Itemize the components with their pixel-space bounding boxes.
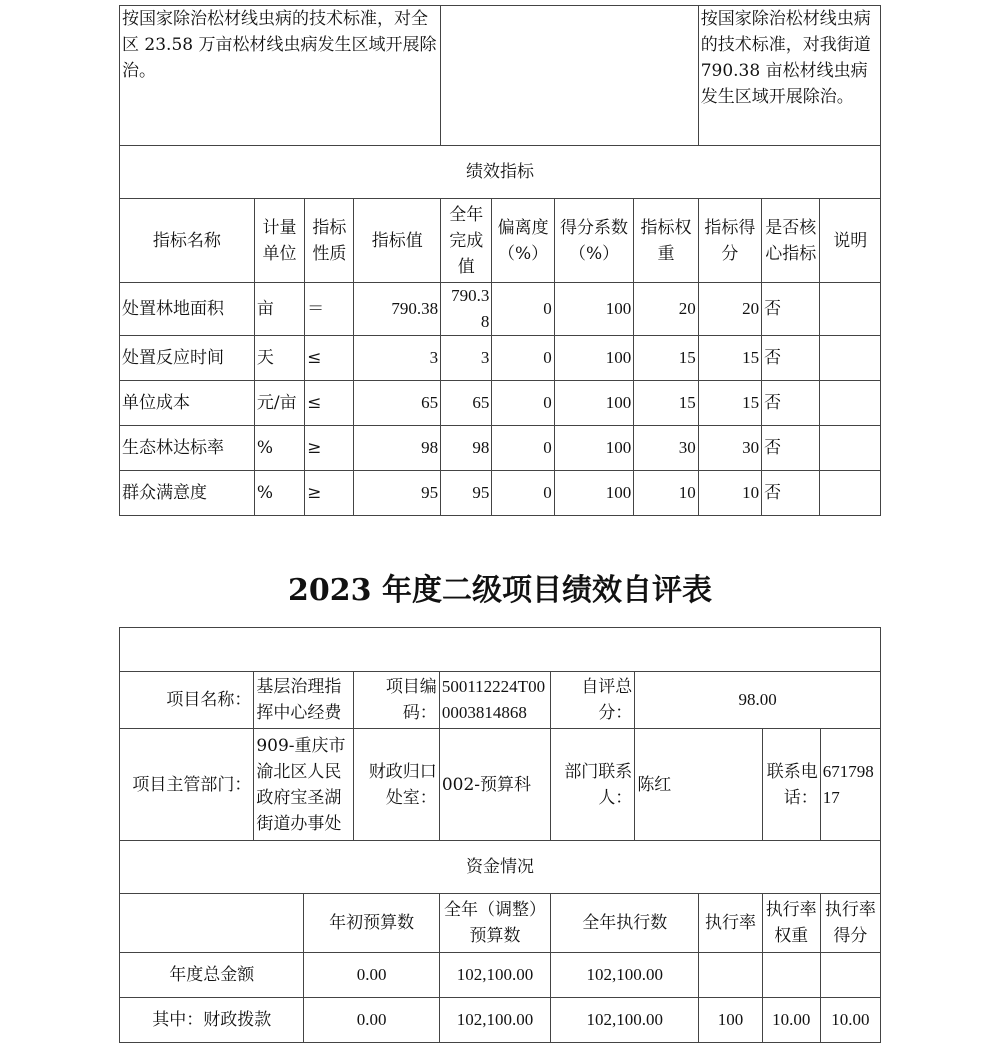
col-header: 偏离度（%） — [492, 199, 554, 283]
indicator-name: 处置反应时间 — [120, 336, 255, 381]
actual-goal-text: 按国家除治松材线虫病的技术标准，对我街道 790.38 亩松材线虫病发生区域开展除治。 — [698, 6, 880, 146]
indicator-note — [820, 336, 881, 381]
indicator-name: 群众满意度 — [120, 471, 255, 516]
indicator-deviation: 0 — [492, 381, 554, 426]
indicator-core: 否 — [762, 336, 820, 381]
indicator-target: 95 — [354, 471, 441, 516]
indicator-weight: 15 — [634, 381, 698, 426]
col-header: 全年完成值 — [441, 199, 492, 283]
indicator-name: 处置林地面积 — [120, 283, 255, 336]
indicator-name: 生态林达标率 — [120, 426, 255, 471]
table-row — [120, 471, 881, 516]
fund-rate: 100 — [699, 998, 762, 1043]
indicator-coef: 100 — [554, 336, 634, 381]
col-header: 指标性质 — [305, 199, 354, 283]
fund-rate-weight: 10.00 — [762, 998, 820, 1043]
table-row — [120, 381, 881, 426]
indicator-coef: 100 — [554, 471, 634, 516]
fund-section-title: 资金情况 — [120, 841, 881, 894]
indicator-target: 3 — [354, 336, 441, 381]
indicator-score: 20 — [698, 283, 761, 336]
col-header: 执行率 — [699, 894, 762, 953]
indicator-core: 否 — [762, 381, 820, 426]
col-header: 得分系数（%） — [554, 199, 634, 283]
table-row — [120, 953, 881, 998]
indicator-name: 单位成本 — [120, 381, 255, 426]
indicator-unit: 亩 — [254, 283, 304, 336]
col-header: 说明 — [820, 199, 881, 283]
col-header: 年初预算数 — [304, 894, 439, 953]
dept-label: 项目主管部门： — [120, 729, 254, 841]
perf-header-row — [120, 199, 881, 283]
contact-label: 部门联系人： — [551, 729, 635, 841]
fund-adjusted: 102,100.00 — [439, 953, 550, 998]
indicator-unit: 天 — [254, 336, 304, 381]
project-dept-row — [120, 729, 881, 841]
project-name-row — [120, 672, 881, 729]
table-row — [120, 336, 881, 381]
fund-rate — [699, 953, 762, 998]
fund-header-row — [120, 894, 881, 953]
indicator-core: 否 — [762, 426, 820, 471]
page-title: 2023 年度二级项目绩效自评表 — [288, 573, 712, 608]
indicator-actual: 3 — [441, 336, 492, 381]
col-header: 全年执行数 — [551, 894, 699, 953]
project-name-value: 基层治理指挥中心经费 — [254, 672, 353, 729]
indicator-actual: 95 — [441, 471, 492, 516]
indicator-target: 790.38 — [354, 283, 441, 336]
indicator-weight: 20 — [634, 283, 698, 336]
indicator-unit: 元/亩 — [254, 381, 304, 426]
project-code-label: 项目编码： — [353, 672, 439, 729]
indicator-note — [820, 426, 881, 471]
indicator-note — [820, 381, 881, 426]
project-code-value: 500112224T000003814868 — [439, 672, 550, 729]
fund-initial: 0.00 — [304, 998, 439, 1043]
col-header: 指标名称 — [120, 199, 255, 283]
finance-value: 002-预算科 — [439, 729, 550, 841]
indicator-nature: ＝ — [305, 283, 354, 336]
indicator-score: 15 — [698, 381, 761, 426]
total-score-label: 自评总分： — [551, 672, 635, 729]
indicator-core: 否 — [762, 471, 820, 516]
project-table — [119, 627, 881, 1043]
finance-label: 财政归口处室： — [353, 729, 439, 841]
indicator-coef: 100 — [554, 283, 634, 336]
table-row — [120, 426, 881, 471]
fund-rate-score: 10.00 — [820, 998, 880, 1043]
table-row — [120, 283, 881, 336]
middle-goal-text — [441, 6, 699, 146]
perf-section-title: 绩效指标 — [120, 146, 881, 199]
table-row — [120, 998, 881, 1043]
col-header: 全年（调整）预算数 — [439, 894, 550, 953]
indicator-score: 10 — [698, 471, 761, 516]
col-header: 执行率权重 — [762, 894, 820, 953]
col-header: 指标得分 — [698, 199, 761, 283]
indicator-nature: ≤ — [305, 336, 354, 381]
col-header: 指标值 — [354, 199, 441, 283]
fund-executed: 102,100.00 — [551, 953, 699, 998]
phone-label: 联系电话： — [762, 729, 820, 841]
indicator-deviation: 0 — [492, 283, 554, 336]
phone-value: 67179817 — [820, 729, 880, 841]
indicator-score: 30 — [698, 426, 761, 471]
fund-rate-weight — [762, 953, 820, 998]
indicator-deviation: 0 — [492, 471, 554, 516]
indicator-weight: 15 — [634, 336, 698, 381]
indicator-actual: 98 — [441, 426, 492, 471]
indicator-note — [820, 471, 881, 516]
blank-header-row — [120, 628, 881, 672]
indicator-target: 65 — [354, 381, 441, 426]
indicator-nature: ≤ — [305, 381, 354, 426]
indicator-actual: 65 — [441, 381, 492, 426]
col-header: 计量单位 — [254, 199, 304, 283]
fund-adjusted: 102,100.00 — [439, 998, 550, 1043]
dept-value: 909-重庆市渝北区人民政府宝圣湖街道办事处 — [254, 729, 353, 841]
project-name-label: 项目名称： — [120, 672, 254, 729]
indicator-weight: 10 — [634, 471, 698, 516]
contact-value: 陈红 — [635, 729, 762, 841]
col-header: 指标权重 — [634, 199, 698, 283]
indicator-unit: % — [254, 471, 304, 516]
indicator-score: 15 — [698, 336, 761, 381]
indicator-note — [820, 283, 881, 336]
total-score-value: 98.00 — [635, 672, 881, 729]
indicator-core: 否 — [762, 283, 820, 336]
indicator-deviation: 0 — [492, 426, 554, 471]
indicator-coef: 100 — [554, 426, 634, 471]
col-header — [120, 894, 304, 953]
indicator-deviation: 0 — [492, 336, 554, 381]
indicator-actual: 790.38 — [441, 283, 492, 336]
indicator-unit: % — [254, 426, 304, 471]
indicator-nature: ≥ — [305, 471, 354, 516]
performance-table — [119, 5, 881, 516]
fund-executed: 102,100.00 — [551, 998, 699, 1043]
indicator-weight: 30 — [634, 426, 698, 471]
col-header: 是否核心指标 — [762, 199, 820, 283]
fund-initial: 0.00 — [304, 953, 439, 998]
overall-goal-text: 按国家除治松材线虫病的技术标准，对全区 23.58 万亩松材线虫病发生区域开展除治。 — [120, 6, 441, 146]
col-header: 执行率得分 — [820, 894, 880, 953]
indicator-nature: ≥ — [305, 426, 354, 471]
fund-rate-score — [820, 953, 880, 998]
indicator-target: 98 — [354, 426, 441, 471]
indicator-coef: 100 — [554, 381, 634, 426]
fund-row-label: 年度总金额 — [120, 953, 304, 998]
fund-row-label: 其中：财政拨款 — [120, 998, 304, 1043]
